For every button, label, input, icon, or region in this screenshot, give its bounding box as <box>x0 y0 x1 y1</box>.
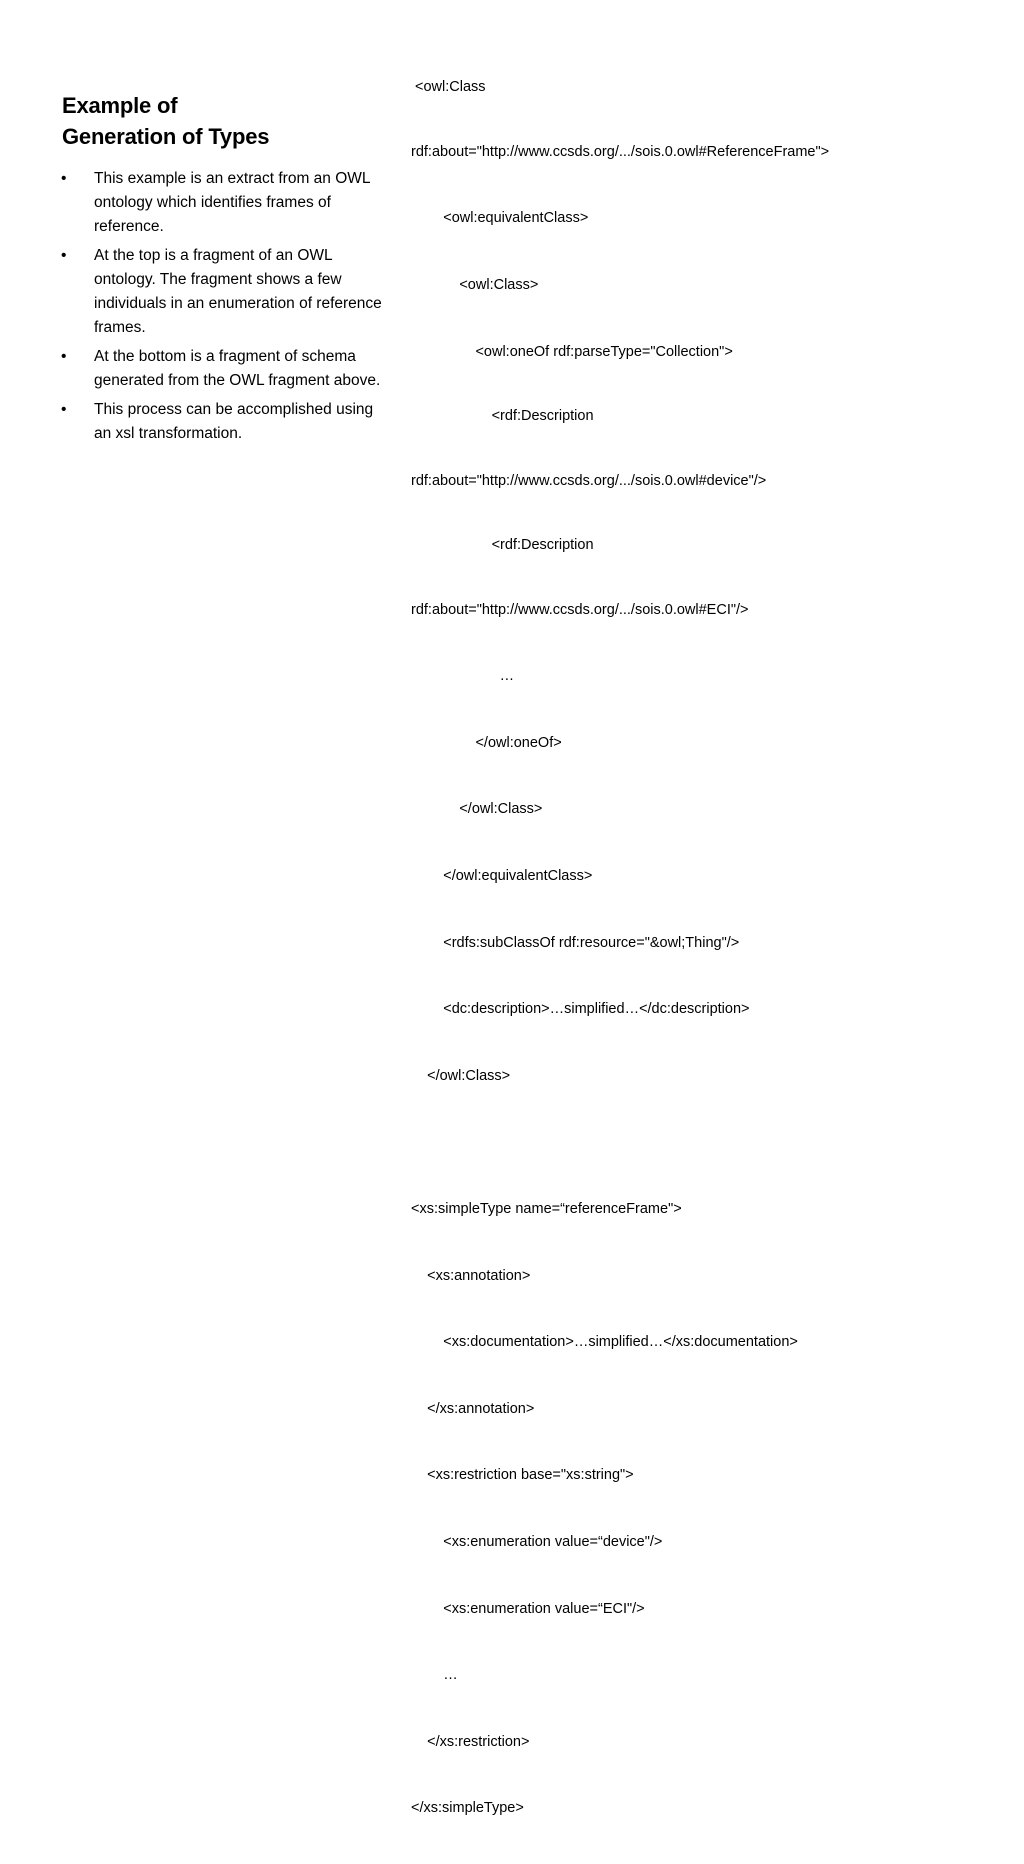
code-line: <xs:restriction base="xs:string"> <box>411 1467 634 1484</box>
code-line: <xs:documentation>…simplified…</xs:documentation> <box>411 1334 798 1351</box>
bullet-dot-icon: • <box>61 348 67 365</box>
code-line: <rdf:Description <box>411 537 594 554</box>
slide-title-line-2: Generation of Types <box>62 124 270 149</box>
code-line: rdf:about="http://www.ccsds.org/.../sois.0.owl#ECI"/> <box>411 601 749 618</box>
bullet-text: This process can be accomplished using an xsl transformation. <box>94 401 374 442</box>
bullet-list <box>58 167 388 451</box>
code-line: <owl:Class <box>411 79 486 96</box>
code-line: … <box>411 668 515 685</box>
code-line: <xs:simpleType name=“referenceFrame"> <box>411 1200 682 1217</box>
bullet-text: At the bottom is a fragment of schema generated from the OWL fragment above. <box>94 348 381 389</box>
slide-title-line-1: Example of <box>62 93 178 118</box>
code-line: <rdf:Description <box>411 408 594 425</box>
code-line: <owl:Class> <box>411 277 539 293</box>
bullet-item <box>58 345 388 393</box>
code-line: … <box>411 1667 458 1684</box>
slide-title <box>62 90 382 152</box>
code-line: rdf:about="http://www.ccsds.org/.../sois.0.owl#ReferenceFrame"> <box>411 143 830 160</box>
code-line: </owl:Class> <box>411 801 543 818</box>
bullet-dot-icon: • <box>61 247 67 264</box>
code-line: </xs:simpleType> <box>411 1800 524 1817</box>
code-line: </xs:restriction> <box>411 1733 530 1750</box>
code-line: </xs:annotation> <box>411 1400 535 1417</box>
code-line: </owl:oneOf> <box>411 734 562 751</box>
code-line: <xs:enumeration value=“ECI"/> <box>411 1600 645 1617</box>
code-line: rdf:about="http://www.ccsds.org/.../sois.0.owl#device"/> <box>411 472 767 489</box>
code-line: <xs:annotation> <box>411 1267 531 1284</box>
code-line: </owl:equivalentClass> <box>411 867 593 884</box>
bullet-item <box>58 167 388 239</box>
code-listing <box>411 34 1011 1864</box>
bullet-item <box>58 244 388 340</box>
bullet-text: This example is an extract from an OWL ontology which identifies frames of reference. <box>94 170 370 235</box>
code-line: <owl:oneOf rdf:parseType="Collection"> <box>411 343 733 360</box>
code-line: </owl:Class> <box>411 1067 511 1084</box>
code-line: <owl:equivalentClass> <box>411 210 589 227</box>
bullet-text: At the top is a fragment of an OWL ontology. The fragment shows a few individuals in an enumeration of reference frames. <box>94 247 382 336</box>
bullet-item <box>58 398 388 446</box>
code-line: <xs:enumeration value=“device"/> <box>411 1533 663 1550</box>
bullet-dot-icon: • <box>61 170 67 187</box>
code-line <box>411 1131 1011 1153</box>
bullet-dot-icon: • <box>61 401 67 418</box>
code-line: <dc:description>…simplified…</dc:description> <box>411 1001 750 1018</box>
code-line: <rdfs:subClassOf rdf:resource="&owl;Thing"/> <box>411 934 740 951</box>
